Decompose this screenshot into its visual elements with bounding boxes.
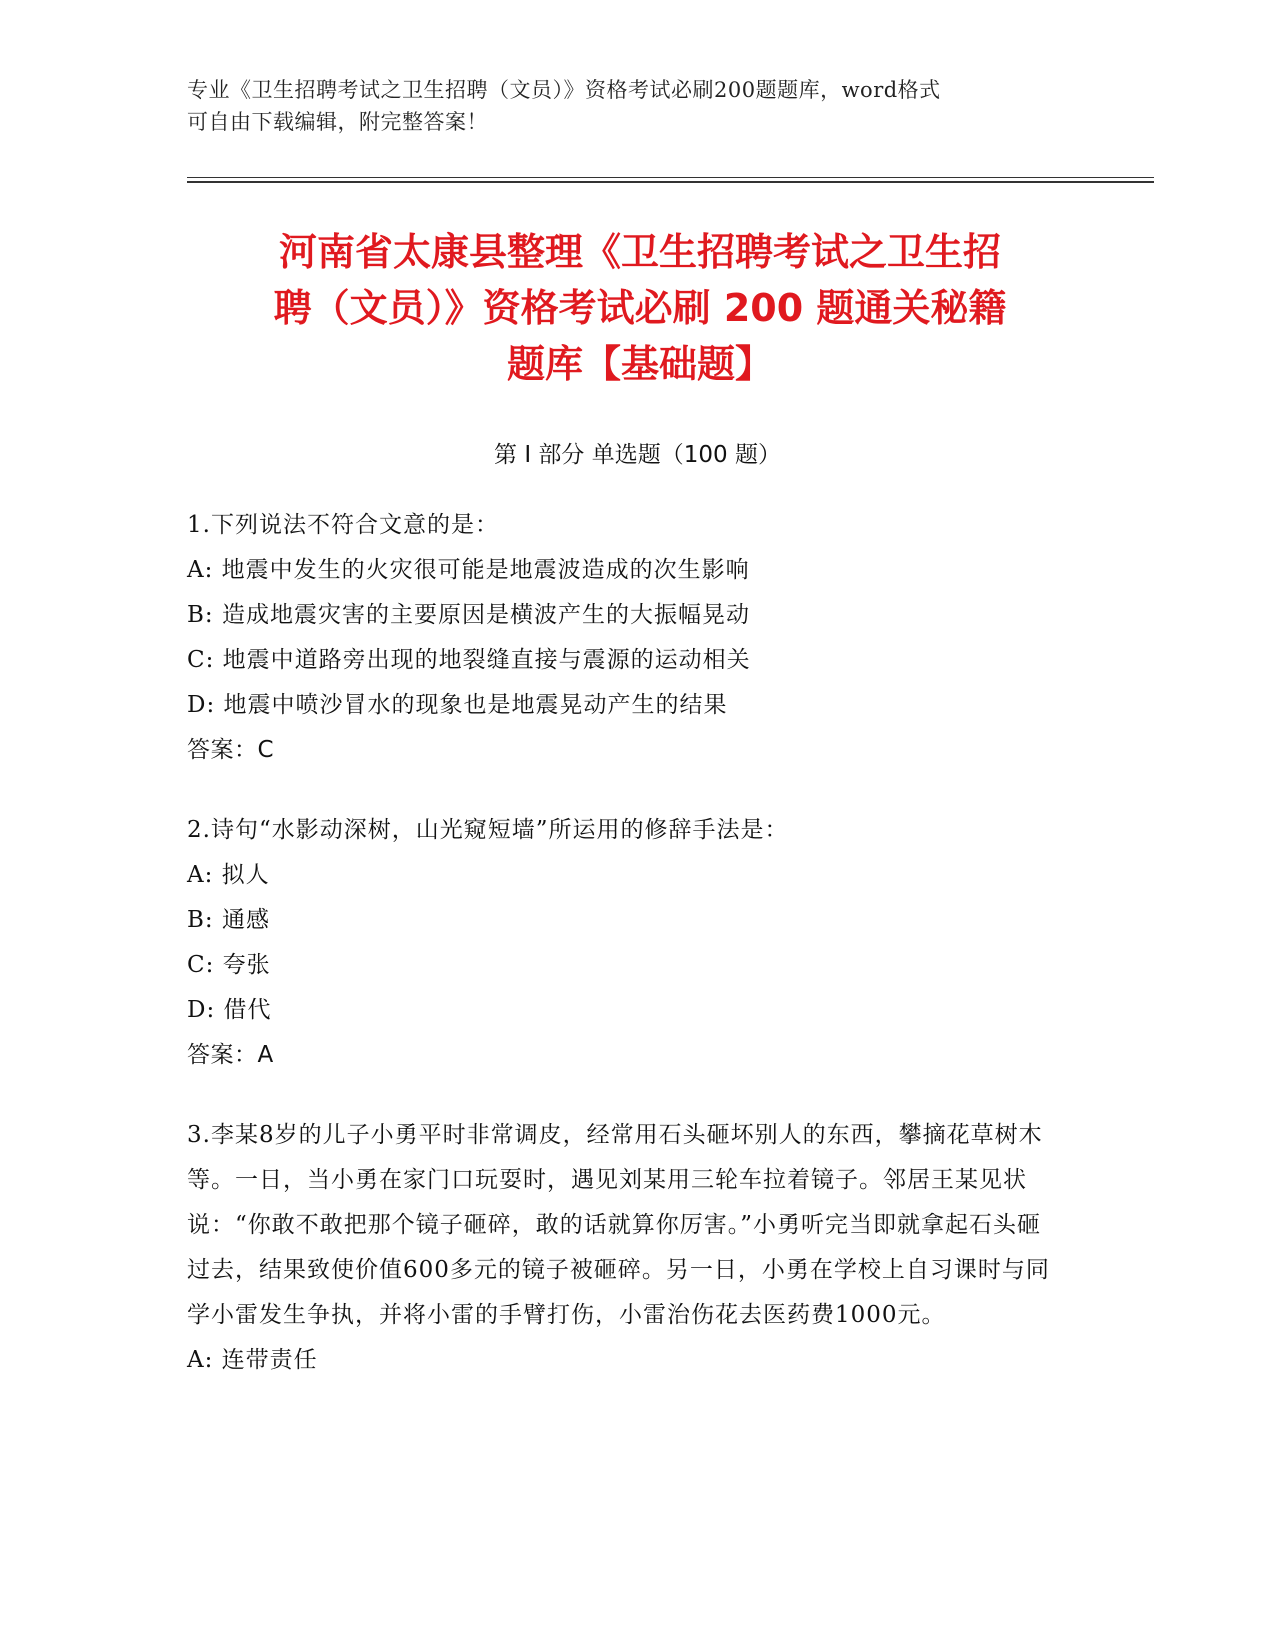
answer: 答案：C	[187, 737, 275, 763]
question-stem: 2.诗句“水影动深树，山光窥短墙”所运用的修辞手法是：	[187, 817, 789, 843]
header-line-1: 专业《卫生招聘考试之卫生招聘（文员）》资格考试必刷200题题库，word格式	[187, 78, 941, 102]
question-1	[187, 503, 1057, 773]
answer: 答案：A	[187, 1042, 274, 1068]
option-b: B: 通感	[187, 907, 270, 933]
document-title	[190, 224, 1090, 392]
section-heading: 第 I 部分 单选题（100 题）	[494, 442, 781, 468]
question-2	[187, 808, 1057, 1078]
option-b: B: 造成地震灾害的主要原因是横波产生的大振幅晃动	[187, 602, 750, 628]
question-3	[187, 1113, 1057, 1383]
option-c: C: 夸张	[187, 952, 271, 978]
question-stem: 1.下列说法不符合文意的是：	[187, 512, 499, 538]
title-line-3: 题库【基础题】	[506, 342, 773, 386]
option-a: A: 拟人	[187, 862, 270, 888]
title-line-1: 河南省太康县整理《卫生招聘考试之卫生招	[278, 230, 1001, 274]
option-a: A: 地震中发生的火灾很可能是地震波造成的次生影响	[187, 557, 750, 583]
option-c: C: 地震中道路旁出现的地裂缝直接与震源的运动相关	[187, 647, 751, 673]
header-divider-thin	[187, 177, 1154, 178]
option-d: D: 借代	[187, 997, 272, 1023]
header-divider-thick	[187, 181, 1154, 183]
option-d: D: 地震中喷沙冒水的现象也是地震晃动产生的结果	[187, 692, 728, 718]
option-a: A: 连带责任	[187, 1347, 318, 1373]
document-header	[187, 74, 1087, 138]
header-line-2: 可自由下载编辑，附完整答案！	[187, 110, 488, 134]
question-stem: 3.李某8岁的儿子小勇平时非常调皮，经常用石头砸坏别人的东西，攀摘花草树木等。一日，当小勇在家门口玩耍时，遇见刘某用三轮车拉着镜子。邻居王某见状说：“你敢不敢把那个镜子砸碎，敢的话就算你厉害。”小勇听完当即就拿起石头砸过去，结果致使价值600多元的镜子被砸碎。另一日，小勇在学校上自习课时与同学小雷发生争执，并将小雷的手臂打伤，小雷治伤花去医药费1000元。	[187, 1122, 1050, 1328]
title-line-2: 聘（文员）》资格考试必刷 200 题通关秘籍	[273, 286, 1007, 330]
